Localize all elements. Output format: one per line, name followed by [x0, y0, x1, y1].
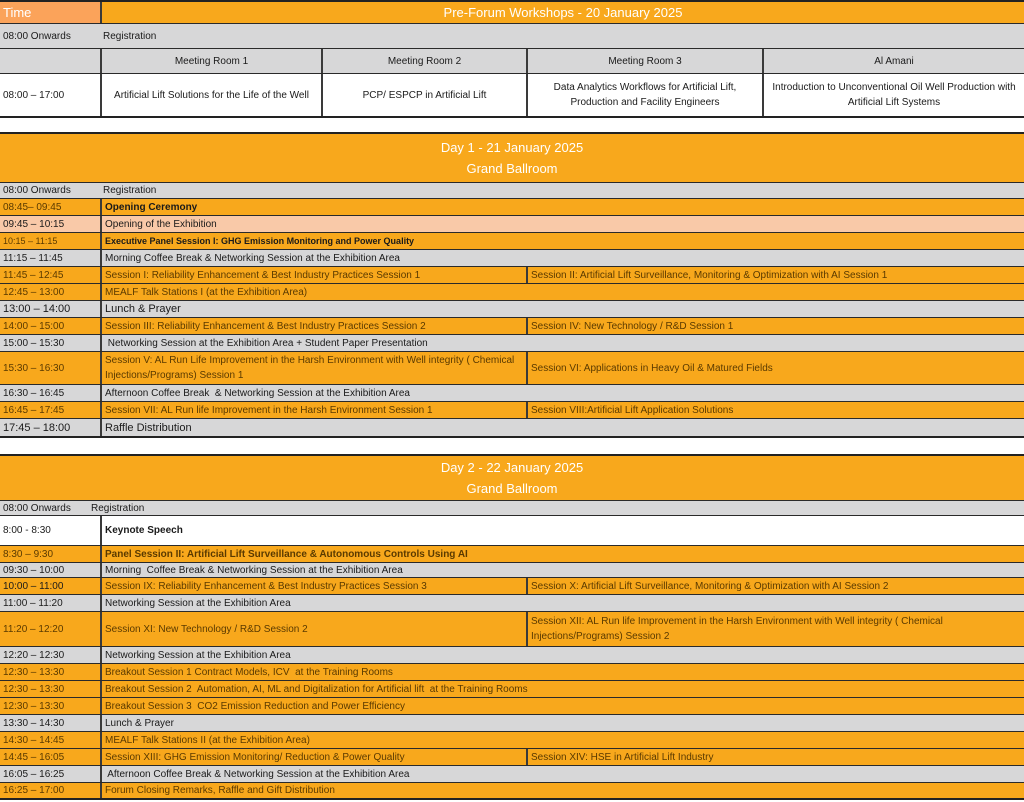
schedule-row — [0, 748, 1024, 765]
session-cell: Afternoon Coffee Break & Networking Session at the Exhibition Area — [100, 385, 1024, 401]
time-cell: 12:20 – 12:30 — [3, 649, 65, 661]
session-cell: Session X: Artificial Lift Surveillance, Monitoring & Optimization with AI Session 2 — [526, 578, 1024, 594]
day2-title: Day 2 - 22 January 2025 — [440, 460, 584, 475]
time-cell: 15:00 – 15:30 — [3, 337, 65, 349]
time-cell: 16:30 – 16:45 — [3, 387, 65, 399]
session-cell: Session XI: New Technology / R&D Session 2 — [100, 612, 526, 646]
schedule-row — [0, 351, 1024, 384]
day2-venue: Grand Ballroom — [466, 481, 558, 496]
session-cell: Networking Session at the Exhibition Area — [100, 595, 1024, 611]
time-header: Time — [0, 2, 100, 23]
time-cell: 08:00 – 17:00 — [3, 89, 65, 101]
schedule-row — [0, 577, 1024, 594]
session-cell: Lunch & Prayer — [100, 715, 1024, 731]
time-cell: 8:30 – 9:30 — [3, 548, 54, 560]
time-cell: 15:30 – 16:30 — [3, 362, 65, 374]
time-cell: 12:30 – 13:30 — [3, 666, 65, 678]
pre-forum-header — [0, 0, 1024, 23]
schedule-row — [0, 765, 1024, 782]
schedule-row — [0, 697, 1024, 714]
day1-registration-row — [0, 182, 1024, 198]
schedule-row — [0, 401, 1024, 418]
time-cell: 13:30 – 14:30 — [3, 717, 65, 729]
registration-label: Registration — [103, 30, 157, 42]
session-cell: MEALF Talk Stations II (at the Exhibition Area) — [100, 732, 1024, 748]
registration-label: Registration — [91, 502, 145, 514]
pre-forum-registration-row — [0, 23, 1024, 48]
schedule-row — [0, 545, 1024, 562]
schedule-row — [0, 384, 1024, 401]
day1-title: Day 1 - 21 January 2025 — [440, 140, 584, 155]
time-cell: 13:00 – 14:00 — [3, 303, 71, 315]
session-cell: Breakout Session 1 Contract Models, ICV at the Training Rooms — [100, 664, 1024, 680]
schedule-row — [0, 646, 1024, 663]
empty-cell — [0, 49, 100, 73]
session-cell: Lunch & Prayer — [100, 301, 1024, 317]
schedule-row — [0, 334, 1024, 351]
schedule-row — [0, 249, 1024, 266]
time-cell: 08:00 Onwards — [3, 185, 71, 196]
time-cell: 8:00 - 8:30 — [3, 525, 51, 536]
schedule-row — [0, 680, 1024, 697]
session-cell: Session VIII:Artificial Lift Application Solutions — [526, 402, 1024, 418]
session-cell: Networking Session at the Exhibition Area — [100, 647, 1024, 663]
session-cell: Session XIII: GHG Emission Monitoring/ Reduction & Power Quality — [100, 749, 526, 765]
workshop-row — [0, 73, 1024, 116]
registration-label: Registration — [103, 185, 157, 196]
time-cell: 16:05 – 16:25 — [3, 768, 65, 780]
time-cell: 08:45– 09:45 — [3, 201, 62, 213]
time-cell: 14:00 – 15:00 — [3, 320, 65, 332]
day1-venue: Grand Ballroom — [466, 161, 558, 176]
session-cell: Panel Session II: Artificial Lift Surveillance & Autonomous Controls Using AI — [100, 546, 1024, 562]
session-cell: Opening of the Exhibition — [100, 216, 1024, 232]
session-cell: Morning Coffee Break & Networking Session at the Exhibition Area — [100, 563, 1024, 577]
room-header-row — [0, 48, 1024, 73]
day2-header — [0, 454, 1024, 500]
workshop-cell: Artificial Lift Solutions for the Life of the Well — [100, 74, 321, 116]
schedule-row — [0, 283, 1024, 300]
room-header: Meeting Room 1 — [100, 49, 321, 73]
time-cell: 17:45 – 18:00 — [3, 421, 71, 434]
schedule-row — [0, 515, 1024, 545]
session-cell: Session I: Reliability Enhancement & Best Industry Practices Session 1 — [100, 267, 526, 283]
time-cell: 11:45 – 12:45 — [3, 269, 64, 281]
session-cell: Keynote Speech — [100, 516, 1024, 545]
schedule-row — [0, 198, 1024, 215]
time-cell: 10:00 – 11:00 — [3, 580, 64, 592]
room-header: Al Amani — [762, 49, 1024, 73]
schedule-row — [0, 300, 1024, 317]
session-cell: Session III: Reliability Enhancement & Best Industry Practices Session 2 — [100, 318, 526, 334]
schedule-row — [0, 663, 1024, 680]
schedule-row — [0, 611, 1024, 646]
workshop-cell: PCP/ ESPCP in Artificial Lift — [321, 74, 526, 116]
session-cell: MEALF Talk Stations I (at the Exhibition Area) — [100, 284, 1024, 300]
schedule-row — [0, 562, 1024, 577]
schedule-row — [0, 418, 1024, 436]
schedule-row — [0, 594, 1024, 611]
workshop-cell: Introduction to Unconventional Oil Well Production with Artificial Lift Systems — [762, 74, 1024, 116]
spacer — [0, 116, 1024, 132]
time-cell: 11:20 – 12:20 — [3, 623, 64, 635]
session-cell: Executive Panel Session I: GHG Emission Monitoring and Power Quality — [100, 233, 1024, 249]
day2-registration-row — [0, 500, 1024, 515]
time-cell: 14:30 – 14:45 — [3, 734, 65, 746]
workshop-cell: Data Analytics Workflows for Artificial Lift, Production and Facility Engineers — [526, 74, 762, 116]
schedule-row — [0, 731, 1024, 748]
session-cell: Session XIV: HSE in Artificial Lift Industry — [526, 749, 1024, 765]
time-cell: 09:45 – 10:15 — [3, 218, 65, 230]
schedule-row — [0, 232, 1024, 249]
session-cell: Opening Ceremony — [100, 199, 1024, 215]
time-cell: 12:45 – 13:00 — [3, 286, 65, 298]
session-cell: Raffle Distribution — [100, 419, 1024, 436]
time-cell: 12:30 – 13:30 — [3, 700, 65, 712]
time-cell: 14:45 – 16:05 — [3, 751, 65, 763]
session-cell: Session II: Artificial Lift Surveillance, Monitoring & Optimization with AI Session 1 — [526, 267, 1024, 283]
session-cell: Session XII: AL Run life Improvement in the Harsh Environment with Well integrity ( Chemical Injections/Programs) Session 2 — [526, 612, 1024, 646]
session-cell: Session V: AL Run Life Improvement in the Harsh Environment with Well integrity ( Chemical Injections/Programs) Session 1 — [100, 352, 526, 384]
session-cell: Session IX: Reliability Enhancement & Best Industry Practices Session 3 — [100, 578, 526, 594]
session-cell: Breakout Session 3 CO2 Emission Reduction and Power Efficiency — [100, 698, 1024, 714]
session-cell: Session IV: New Technology / R&D Session 1 — [526, 318, 1024, 334]
room-header: Meeting Room 3 — [526, 49, 762, 73]
session-cell: Morning Coffee Break & Networking Session at the Exhibition Area — [100, 250, 1024, 266]
schedule-row — [0, 714, 1024, 731]
room-header: Meeting Room 2 — [321, 49, 526, 73]
time-cell: 11:15 – 11:45 — [3, 252, 63, 264]
session-cell: Networking Session at the Exhibition Area + Student Paper Presentation — [100, 335, 1024, 351]
time-cell: 08:00 Onwards — [3, 30, 71, 42]
session-cell: Afternoon Coffee Break & Networking Session at the Exhibition Area — [100, 766, 1024, 782]
time-cell: 16:25 – 17:00 — [3, 785, 65, 796]
time-cell: 11:00 – 11:20 — [3, 597, 63, 609]
schedule-row — [0, 317, 1024, 334]
time-cell: 10:15 – 11:15 — [3, 236, 58, 246]
schedule-row — [0, 266, 1024, 283]
time-cell: 09:30 – 10:00 — [3, 564, 65, 576]
day1-header — [0, 132, 1024, 182]
schedule-row — [0, 215, 1024, 232]
spacer — [0, 436, 1024, 454]
schedule-row — [0, 782, 1024, 800]
session-cell: Breakout Session 2 Automation, AI, ML and Digitalization for Artificial lift at the Training Rooms — [100, 681, 1024, 697]
pre-forum-title: Pre-Forum Workshops - 20 January 2025 — [100, 2, 1024, 23]
session-cell: Session VII: AL Run life Improvement in the Harsh Environment Session 1 — [100, 402, 526, 418]
session-cell: Session VI: Applications in Heavy Oil & Matured Fields — [526, 352, 1024, 384]
time-cell: 08:00 Onwards — [3, 502, 71, 514]
time-cell: 16:45 – 17:45 — [3, 404, 65, 416]
session-cell: Forum Closing Remarks, Raffle and Gift Distribution — [100, 783, 1024, 798]
time-cell: 12:30 – 13:30 — [3, 683, 65, 695]
